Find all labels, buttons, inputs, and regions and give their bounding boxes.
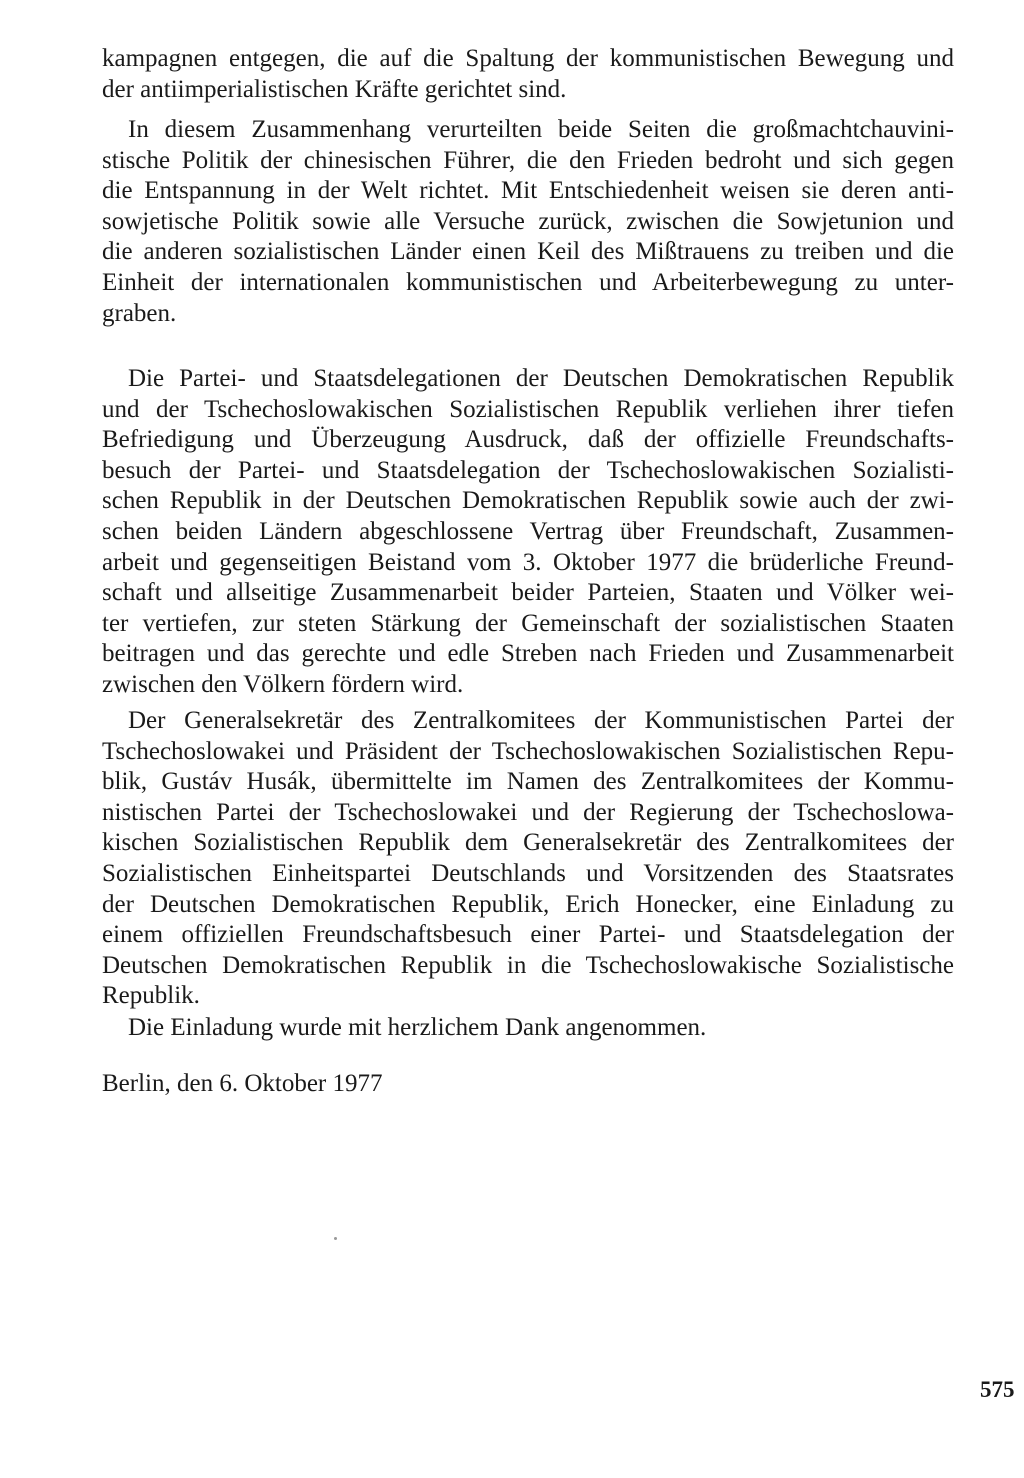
text-line: arbeit und gegenseitigen Beistand vom 3. Oktober 1977 die brüderliche Freund- (102, 548, 954, 576)
text-line: die Entspannung in der Welt richtet. Mit Entschiedenheit weisen sie deren anti- (102, 177, 954, 205)
text-line: Befriedigung und Überzeugung Ausdruck, daß der offizielle Freundschafts- (102, 426, 954, 454)
text-line: kischen Sozialistischen Republik dem Generalsekretär des Zentralkomitees der (102, 829, 954, 857)
text-line: Einheit der internationalen kommunistischen und Arbeiterbewegung zu unter- (102, 268, 954, 296)
paragraph-1 (102, 44, 954, 105)
text-line: blik, Gustáv Husák, übermittelte im Namen des Zentralkomitees der Kommu- (102, 768, 954, 796)
text-line: schaft und allseitige Zusammenarbeit beider Parteien, Staaten und Völker wei- (102, 579, 954, 607)
text-line: Deutschen Demokratischen Republik in die Tschechoslowakische Sozialistische (102, 951, 954, 979)
text-line: Sozialistischen Einheitspartei Deutschlands und Vorsitzenden des Staatsrates (102, 859, 954, 887)
text-line: der Deutschen Demokratischen Republik, Erich Honecker, eine Einladung zu (102, 890, 954, 918)
text-line: schen beiden Ländern abgeschlossene Vertrag über Freundschaft, Zusammen- (102, 517, 954, 545)
document-page (102, 0, 1015, 1478)
text-line: Die Einladung wurde mit herzlichem Dank angenommen. (128, 1014, 707, 1041)
text-line: beitragen und das gerechte und edle Streben nach Frieden und Zusammenarbeit (102, 640, 954, 668)
text-line: Der Generalsekretär des Zentralkomitees der Kommunistischen Partei der (128, 707, 954, 734)
text-line: kampagnen entgegen, die auf die Spaltung der kommunistischen Bewegung und (102, 45, 954, 72)
paragraph-2 (102, 115, 954, 329)
text-line: sowjetische Politik sowie alle Versuche zurück, zwischen die Sowjetunion und (102, 207, 954, 235)
paragraph-3 (102, 364, 954, 701)
paragraph-5 (102, 1013, 954, 1044)
text-line: die anderen sozialistischen Länder einen Keil des Mißtrauens zu treiben und die (102, 238, 954, 266)
text-line: graben. (102, 299, 177, 327)
text-line: nistischen Partei der Tschechoslowakei und der Regierung der Tschechoslowa- (102, 798, 954, 826)
text-line: ter vertiefen, zur steten Stärkung der Gemeinschaft der sozialistischen Staaten (102, 609, 954, 637)
text-line: schen Republik in der Deutschen Demokratischen Republik sowie auch der zwi- (102, 487, 954, 515)
text-line: Republik. (102, 982, 200, 1010)
text-line: zwischen den Völkern fördern wird. (102, 670, 464, 698)
text-line: Tschechoslowakei und Präsident der Tschechoslowakischen Sozialistischen Repu- (102, 737, 954, 765)
text-line: einem offiziellen Freundschaftsbesuch einer Partei- und Staatsdelegation der (102, 921, 954, 949)
dateline: Berlin, den 6. Oktober 1977 (102, 1070, 383, 1097)
text-line: In diesem Zusammenhang verurteilten beide Seiten die großmachtchauvini- (128, 116, 954, 143)
text-line: Die Partei- und Staatsdelegationen der Deutschen Demokratischen Republik (128, 365, 954, 392)
page-number: 575 (980, 1377, 1015, 1402)
text-line: stische Politik der chinesischen Führer, die den Frieden bedroht und sich gegen (102, 146, 954, 174)
text-line: und der Tschechoslowakischen Sozialistischen Republik verliehen ihrer tiefen (102, 395, 954, 423)
text-line: besuch der Partei- und Staatsdelegation der Tschechoslowakischen Sozialisti- (102, 456, 954, 484)
text-line: der antiimperialistischen Kräfte gerichtet sind. (102, 75, 567, 103)
paragraph-4 (102, 706, 954, 1012)
scan-speck (334, 1237, 337, 1240)
